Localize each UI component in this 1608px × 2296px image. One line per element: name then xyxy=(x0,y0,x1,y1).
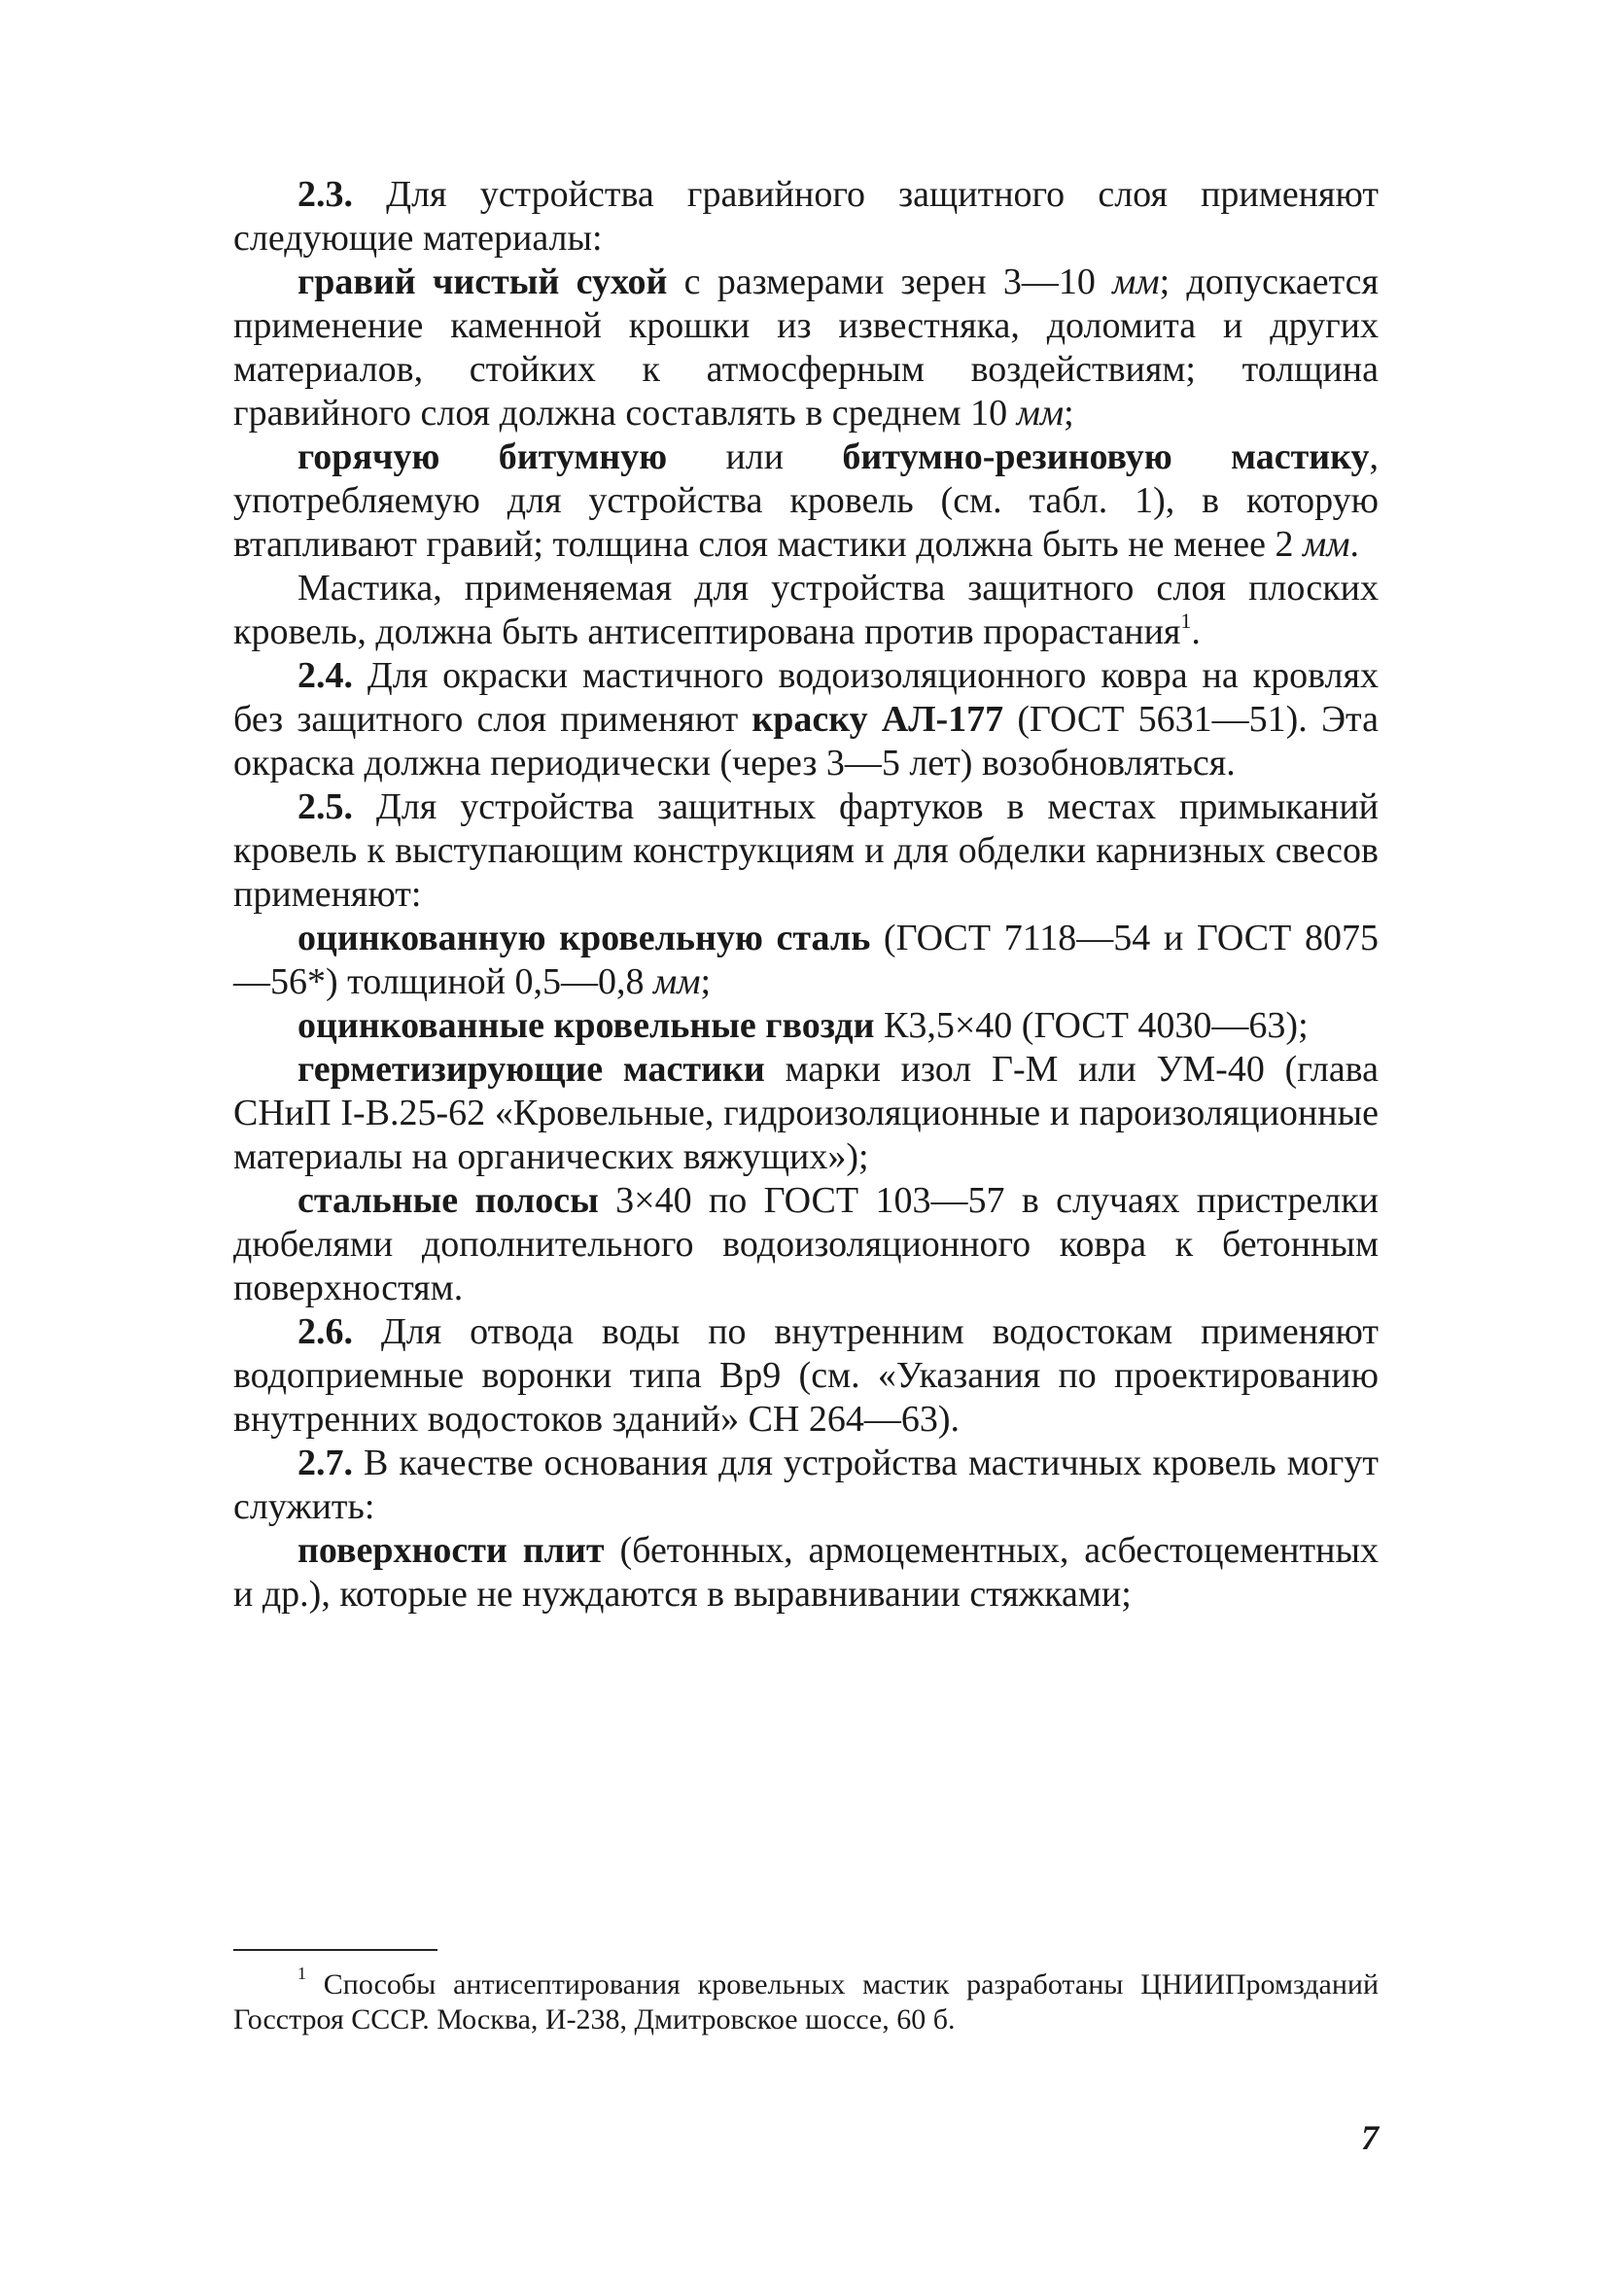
section-number: 2.3. xyxy=(297,174,353,215)
paragraph-2-3: 2.3. Для устройства гравийного защитного слоя применяют следующие материалы: xyxy=(233,174,1379,259)
section-number: 2.5. xyxy=(297,786,353,827)
footnote-ref: 1 xyxy=(1180,609,1192,634)
paragraph-2-5: 2.5. Для устройства защитных фартуков в местах примыканий кровель к выступающим конструкциям и для обделки карнизных свесов применяют: xyxy=(233,786,1379,915)
paragraph-2-4: 2.4. Для окраски мастичного водоизоляционного ковра на кровлях без защитного слоя применяют краску АЛ-177 (ГОСТ 5631—51). Эта окраска должна периодически (через 3—5 лет) возобновляться. xyxy=(233,655,1379,783)
paragraph-2-7: 2.7. В качестве основания для устройства мастичных кровель могут служить: xyxy=(233,1443,1379,1527)
paragraph-mastic-antiseptic: Мастика, применяемая для устройства защитного слоя плоских кровель, должна быть антисептирована против прорастания$^1$. xyxy=(233,568,1379,652)
list-item-gravel: гравий чистый сухой с размерами зерен 3—10 мм; допускается применение каменной крошки из известняка, доломита и других материалов, стойких к атмосферным воздействиям; толщина гравийного слоя должна составлять в среднем 10 мм; xyxy=(233,261,1379,434)
page-body xyxy=(233,173,1379,1617)
section-number: 2.6. xyxy=(297,1311,353,1352)
list-item-steel-strips: стальные полосы 3×40 по ГОСТ 103—57 в случаях пристрелки дюбелями дополнительного водоизоляционного ковра к бетонным поверхностям. xyxy=(233,1180,1379,1308)
list-item-sealing-mastics: герметизирующие мастики марки изол Г-М или УМ-40 (глава СНиП I-В.25-62 «Кровельные, гидроизоляционные и пароизоляционные материалы на органических вяжущих»); xyxy=(233,1049,1379,1177)
list-item-steel: оцинкованную кровельную сталь (ГОСТ 7118—54 и ГОСТ 8075—56*) толщиной 0,5—0,8 мм; xyxy=(233,918,1379,1002)
list-item-slab-surfaces: поверхности плит (бетонных, армоцементных, асбестоцементных и др.), которые не нуждаются в выравнивании стяжками; xyxy=(233,1530,1379,1615)
list-item-hot-mastic: горячую битумную или битумно-резиновую мастику, употребляемую для устройства кровель (см. табл. 1), в которую втапливают гравий; толщина слоя мастики должна быть не менее 2 мм. xyxy=(233,436,1379,565)
footnote: $^1$ Способы антисептирования кровельных мастик разработаны ЦНИИПромзданий Госстроя СССР. Москва, И-238, Дмитровское шоссе, 60 б. xyxy=(233,1964,1379,2035)
footnote-divider xyxy=(233,1949,437,1951)
footnote-marker: 1 xyxy=(297,1964,306,1983)
section-number: 2.4. xyxy=(297,655,353,696)
page-number: 7 xyxy=(1361,2118,1379,2157)
paragraph-2-6: 2.6. Для отвода воды по внутренним водостокам применяют водоприемные воронки типа Вр9 (см. «Указания по проектированию внутренних водостоков зданий» СН 264—63). xyxy=(233,1311,1379,1440)
list-item-nails: оцинкованные кровельные гвозди К3,5×40 (ГОСТ 4030—63); xyxy=(297,1005,1309,1046)
section-number: 2.7. xyxy=(297,1443,353,1483)
